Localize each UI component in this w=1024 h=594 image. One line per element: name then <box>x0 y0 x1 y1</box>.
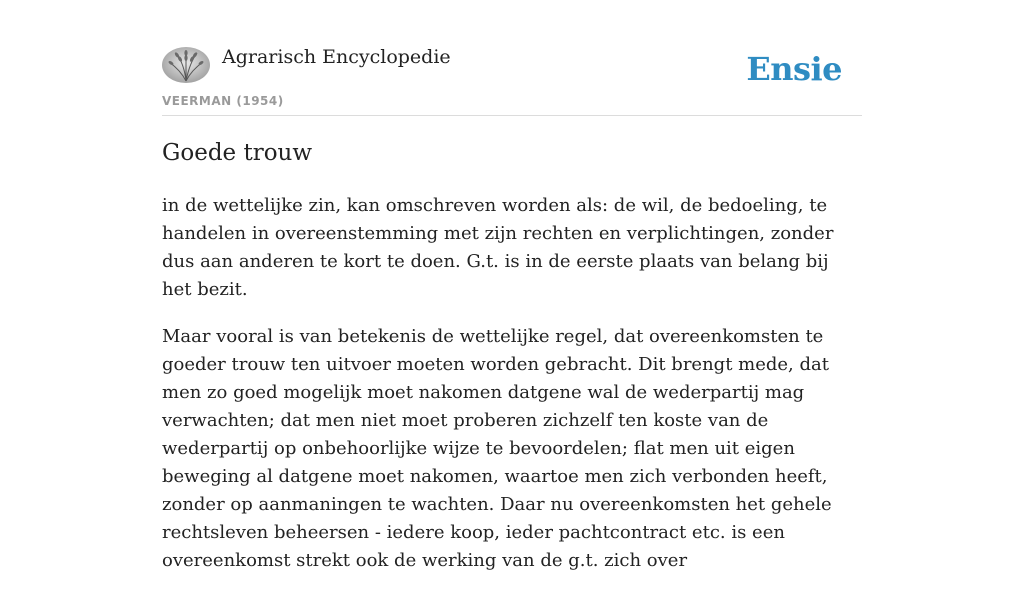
article-title: Goede trouw <box>162 140 313 166</box>
wheat-logo-icon[interactable] <box>162 47 210 83</box>
source-subtitle: VEERMAN (1954) <box>162 94 284 108</box>
header <box>162 0 862 116</box>
source-title[interactable]: Agrarisch Encyclopedie <box>222 46 451 68</box>
article-paragraph: Maar vooral is van betekenis de wettelijke regel, dat overeenkomsten te goeder trouw ten uitvoer moeten worden gebracht. Dit brengt mede, dat men zo goed mogelijk moet nakomen datgene wal de wederpartij mag verwachten; dat men niet moet proberen zichzelf ten koste van de wederpartij op onbehoorlijke wijze te bevoordelen; flat men uit eigen beweging al datgene moet nakomen, waartoe men zich verbonden heeft, zonder op aanmaningen te wachten. Daar nu overeenkomsten het gehele rechtsleven beheersen - iedere koop, ieder pachtcontract etc. is een overeenkomst strekt ook de werking van de g.t. zich over <box>162 326 832 571</box>
wheat-logo-graphic <box>162 47 210 83</box>
brand-logo[interactable]: Ensie <box>746 50 842 88</box>
page <box>162 0 862 571</box>
article-body <box>162 192 862 594</box>
article-paragraph: in de wettelijke zin, kan omschreven worden als: de wil, de bedoeling, te handelen in overeenstemming met zijn rechten en verplichtingen, zonder dus aan anderen te kort te doen. G.t. is in de eerste plaats van belang bij het bezit. <box>162 195 834 300</box>
